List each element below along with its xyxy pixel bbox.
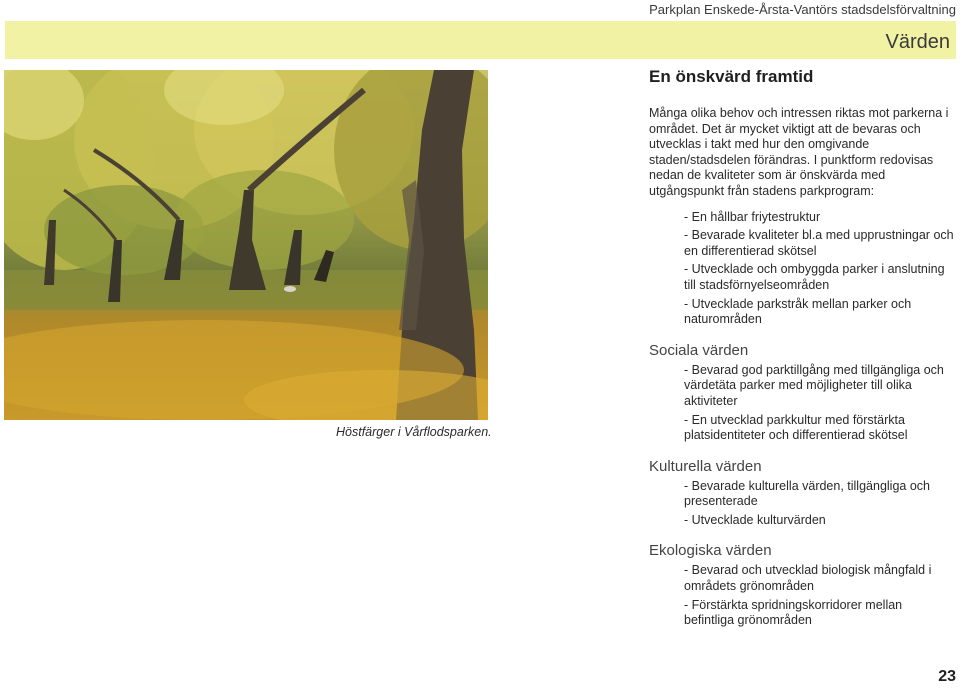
list-item: - Bevarade kulturella värden, tillgängliga och presenterade xyxy=(684,478,930,509)
social-list xyxy=(649,363,955,444)
text-column xyxy=(649,66,955,632)
list-item: - Bevarad och utvecklad biologisk mångfald i områdets grönområden xyxy=(684,563,932,594)
section-band xyxy=(5,21,956,59)
photo-caption: Höstfärger i Vårflodsparken. xyxy=(336,425,492,439)
list-item: - En hållbar friytestruktur xyxy=(684,209,821,224)
general-list xyxy=(649,210,955,328)
ecological-heading: Ekologiska värden xyxy=(649,542,772,560)
list-item: - Utvecklade och ombyggda parker i anslutning till stadsförnyelseområden xyxy=(684,262,945,292)
social-heading: Sociala värden xyxy=(649,341,749,359)
section-title: Värden xyxy=(885,31,950,53)
ecological-list xyxy=(649,563,955,628)
list-item: - Förstärkta spridningskorridorer mellan befintliga grönområden xyxy=(684,597,903,628)
main-heading: En önskvärd framtid xyxy=(649,67,814,86)
list-item: - Bevarade kvaliteter bl.a med upprustningar och en differentierad skötsel xyxy=(684,228,954,258)
list-item: - Utvecklade parkstråk mellan parker och naturområden xyxy=(684,296,912,327)
cultural-list xyxy=(649,479,955,529)
list-item: - Bevarad god parktillgång med tillgängliga och värdetäta parker med möjligheter till olika aktiviteter xyxy=(684,362,944,408)
list-item: - Utvecklade kulturvärden xyxy=(684,512,826,527)
running-header: Parkplan Enskede-Årsta-Vantörs stadsdelsförvaltning xyxy=(649,2,956,17)
list-item: - En utvecklad parkkultur med förstärkta platsidentiteter och differentierad skötsel xyxy=(684,412,908,443)
intro-paragraph: Många olika behov och intressen riktas mot parkerna i området. Det är mycket viktigt att de bevaras och utvecklas i takt med hur den omgivande staden/stadsdelen förändras. I punktform redovisas nedan de kvaliteter som är önskvärda med utgångspunkt från stadens parkprogram: xyxy=(649,106,949,198)
cultural-heading: Kulturella värden xyxy=(649,457,762,475)
park-photo xyxy=(4,70,488,420)
page-number: 23 xyxy=(938,668,956,685)
